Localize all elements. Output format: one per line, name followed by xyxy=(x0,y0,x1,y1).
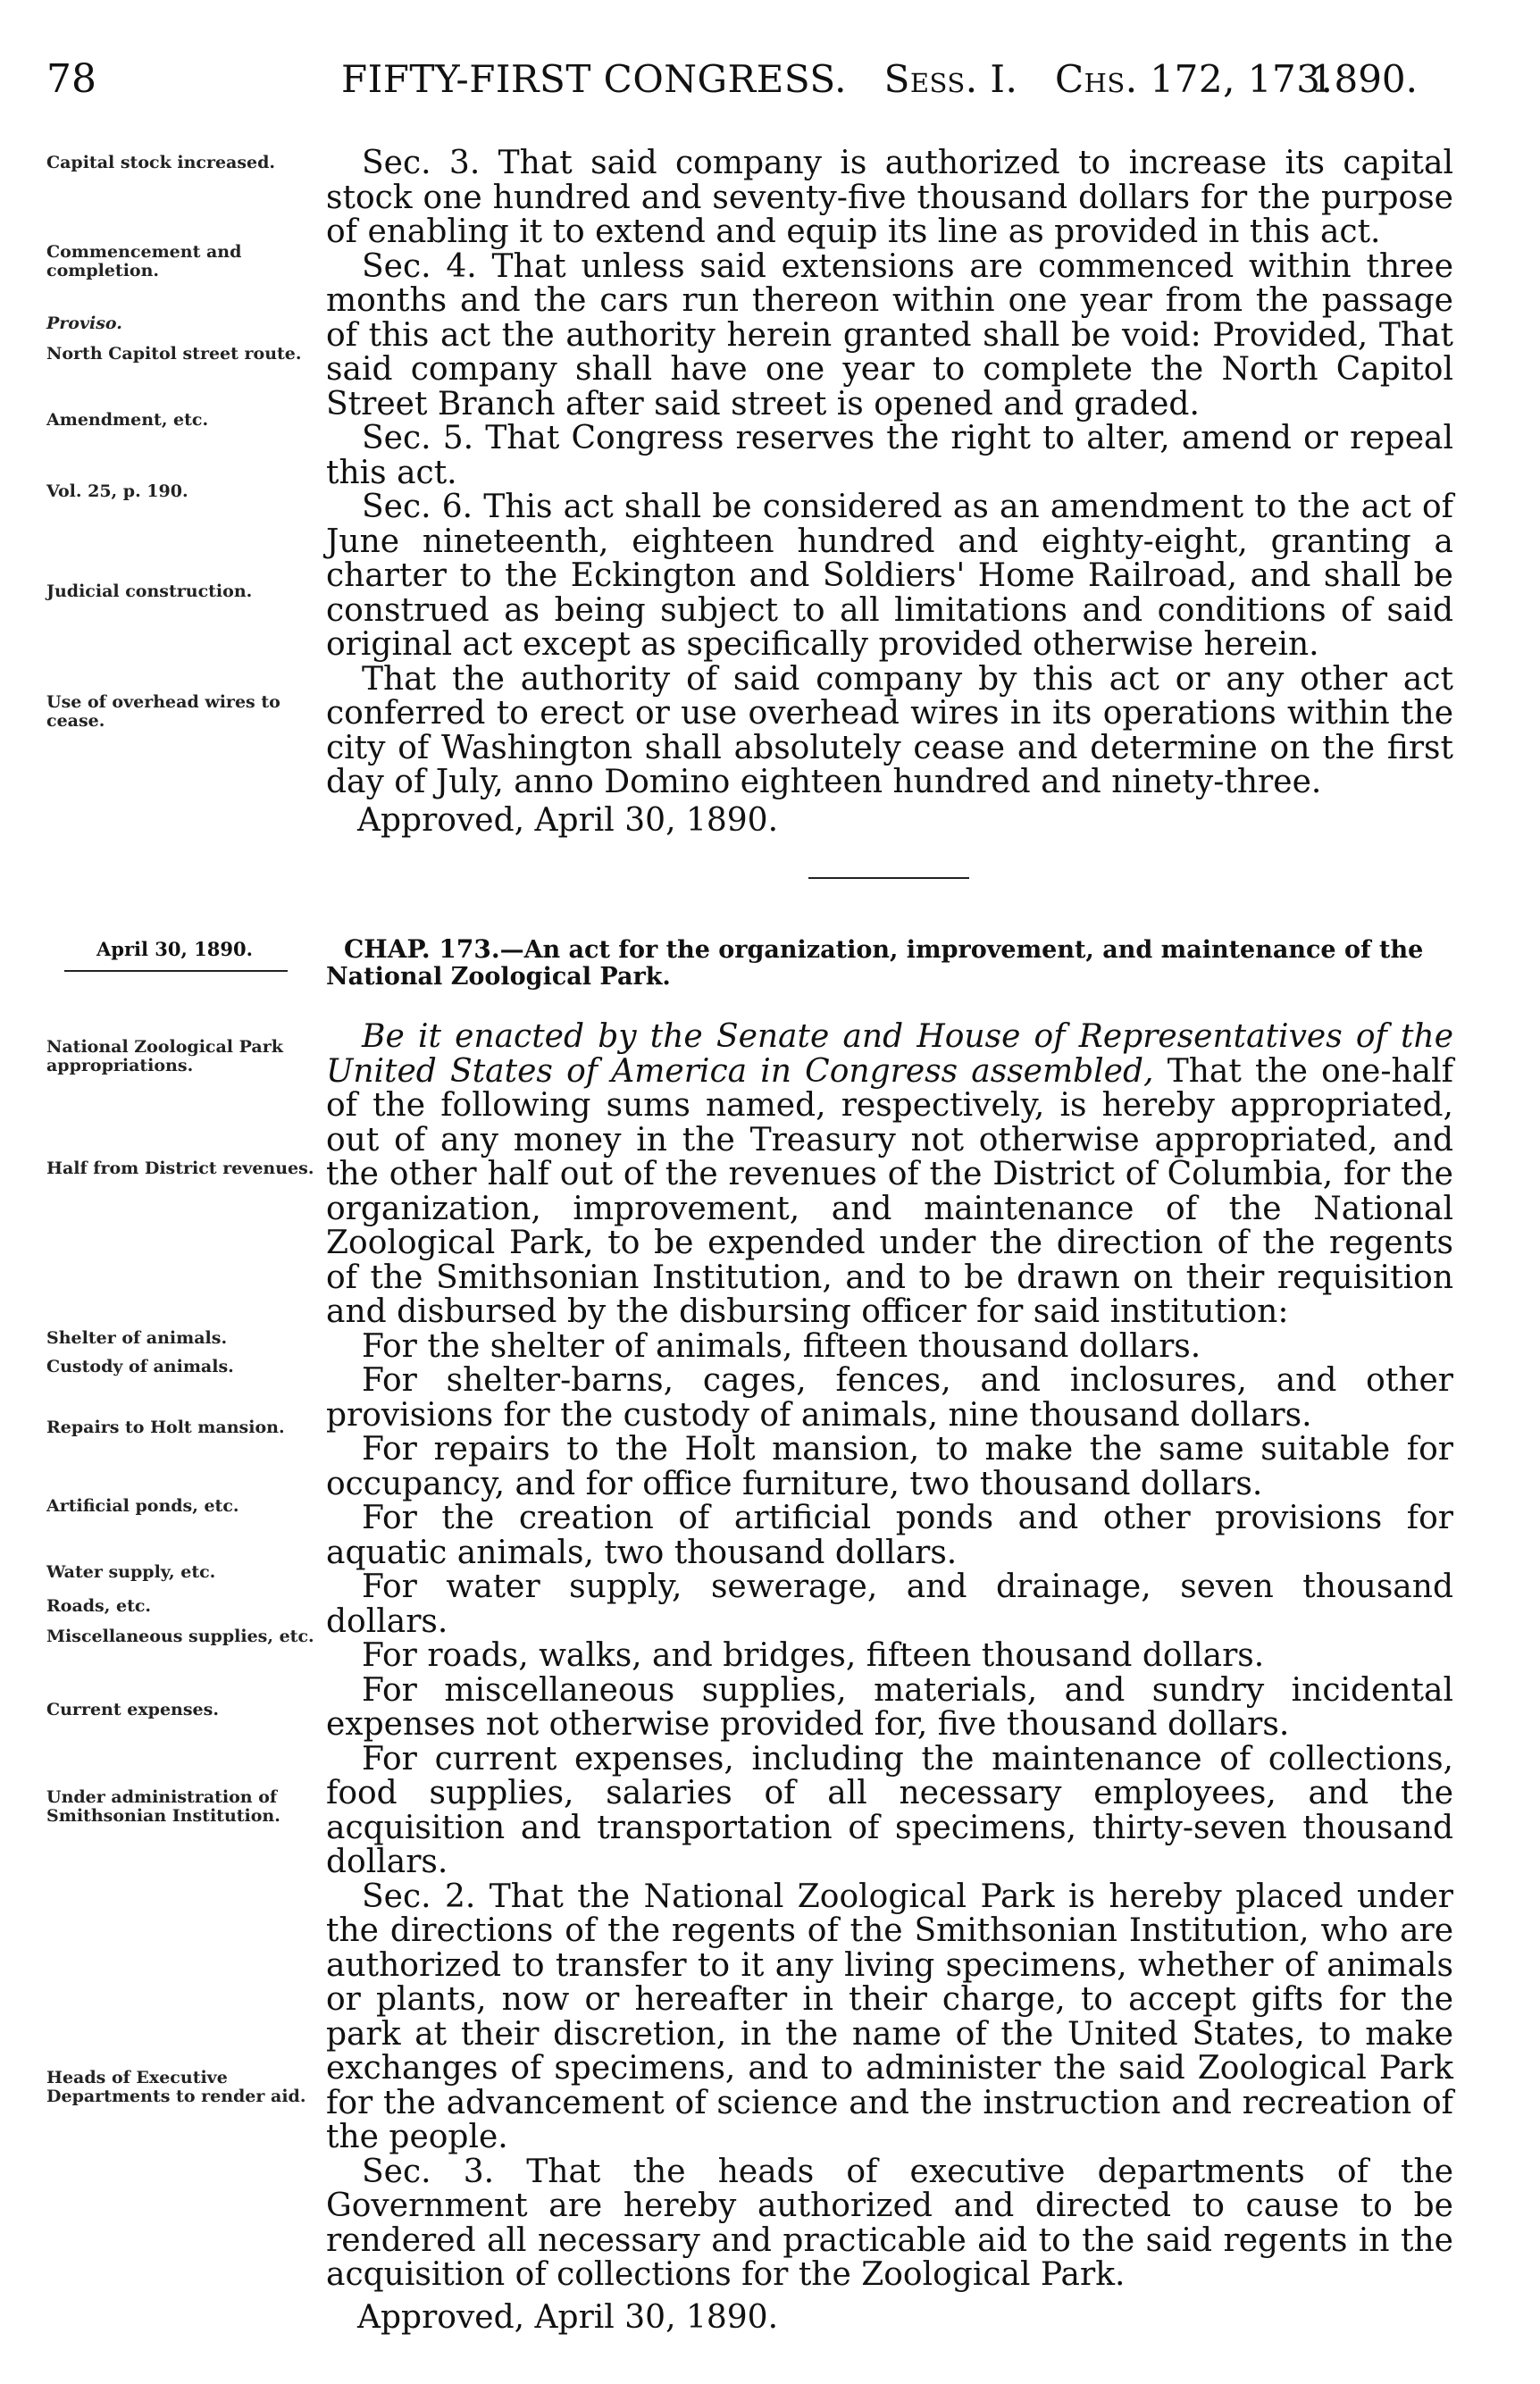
sidenote-commencement: Commencement and completion. xyxy=(46,242,242,280)
running-header xyxy=(46,52,1467,107)
item-misc-supplies: For miscellaneous supplies, materials, and sundry incidental expenses not otherwise provided for, five thousand dollars. xyxy=(326,1671,1453,1743)
sidenote-north-capitol: North Capitol street route. xyxy=(46,344,302,364)
chap172-overhead-wires: That the authority of said company by this act or any other act conferred to erect or use overhead wires in its operations within the city of Washington shall absolutely cease and determine on the first day of July, anno Domino eighteen hundred and ninety-three. xyxy=(326,660,1453,800)
running-title: FIFTY-FIRST CONGRESS. xyxy=(341,57,847,101)
chap173-date: April 30, 1890. xyxy=(96,938,253,960)
item-current-expenses: For current expenses, including the maintenance of collections, food supplies, salaries of all necessary employees, and the acquisition and transportation of specimens, thirty-seven thousand dollars. xyxy=(326,1740,1453,1880)
chapters-label: Chs. 172, 173. xyxy=(1054,57,1334,101)
chap172-body xyxy=(326,146,1453,800)
chapter-divider xyxy=(808,877,969,879)
date-underline xyxy=(64,970,288,972)
sidenote-smithsonian: Under administration of Smithsonian Institution. xyxy=(46,1787,280,1826)
chap173-enacting-paragraph xyxy=(326,1020,1453,1330)
sidenote-amendment: Amendment, etc. xyxy=(46,410,209,430)
item-shelter: For the shelter of animals, fifteen thousand dollars. xyxy=(362,1327,1201,1365)
chap172-sec6: Sec. 6. This act shall be considered as an amendment to the act of June nineteenth, eighteen hundred and eighty-eight, granting a charter to the Eckington and Soldiers' Home Railroad, and shall be construed as being subject to all limitations and conditions of said original act except as specifically provided otherwise herein. xyxy=(326,489,1453,663)
approved-chap173: Approved, April 30, 1890. xyxy=(357,2299,779,2336)
item-artificial-ponds: For the creation of artificial ponds and other provisions for aquatic animals, two thousand dollars. xyxy=(326,1500,1453,1571)
session-label: Sess. I. xyxy=(883,57,1018,101)
chap173-body xyxy=(326,1020,1453,2293)
item-custody: For shelter-barns, cages, fences, and inclosures, and other provisions for the custody of animals, nine thousand dollars. xyxy=(326,1362,1453,1434)
chap173-title xyxy=(326,936,1453,991)
chap172-sec3: Sec. 3. That said company is authorized to increase its capital stock one hundred and seventy-five thousand dollars for the purpose of enabling it to extend and equip its line as provided in this act. xyxy=(326,145,1453,250)
sidenote-judicial: Judicial construction. xyxy=(46,581,253,601)
sidenote-overhead-wires: Use of overhead wires to cease. xyxy=(46,692,280,731)
approved-chap172: Approved, April 30, 1890. xyxy=(357,802,779,839)
header-year: 1890. xyxy=(1310,57,1418,101)
chap173-sec2: Sec. 2. That the National Zoological Park is hereby placed under the directions of the regents of the Smithsonian Institution, who are authorized to transfer to it any living specimens, whether of animals or plants, now or hereafter in their charge, to accept gifts for the park at their discretion, in the name of the United States, to make exchanges of specimens, and to administer the said Zoological Park for the advancement of science and the instruction and recreation of the people. xyxy=(326,1878,1453,2155)
sidenote-zoo-appropriations: National Zoological Park appropriations. xyxy=(46,1037,283,1075)
chap172-sec5: Sec. 5. That Congress reserves the right to alter, amend or repeal this act. xyxy=(326,420,1453,491)
sidenote-capital-stock: Capital stock increased. xyxy=(46,153,276,172)
sidenote-current-expenses: Current expenses. xyxy=(46,1700,219,1719)
running-title-block xyxy=(341,52,1333,107)
sidenote-shelter: Shelter of animals. xyxy=(46,1328,228,1348)
sidenote-custody: Custody of animals. xyxy=(46,1357,234,1376)
chap173-title-text: —An act for the organization, improvement, and maintenance of the National Zoological Park. xyxy=(326,936,1424,991)
sidenote-misc-supplies: Miscellaneous supplies, etc. xyxy=(46,1627,314,1646)
chap173-sec1-text: That the one-half of the following sums named, respectively, is hereby appropriated, out of any money in the Treasury not otherwise appropriated, and the other half out of the revenues of the District of Columbia, for the organization, improvement, and maintenance of the National Zoological Park, to be expended under the direction of the regents of the Smithsonian Institution, and to be drawn on their requisition and disbursed by the disbursing officer for said institution: xyxy=(326,1052,1453,1330)
sidenote-proviso: Proviso. xyxy=(46,314,122,333)
sidenote-half-district: Half from District revenues. xyxy=(46,1159,314,1178)
item-water-supply: For water supply, sewerage, and drainage, seven thousand dollars. xyxy=(326,1568,1453,1640)
item-holt-mansion: For repairs to the Holt mansion, to make the same suitable for occupancy, and for office furniture, two thousand dollars. xyxy=(326,1431,1453,1502)
sidenote-artificial-ponds: Artificial ponds, etc. xyxy=(46,1496,239,1516)
page-number: 78 xyxy=(46,56,96,102)
sidenote-water-supply: Water supply, etc. xyxy=(46,1562,216,1582)
chap173-sec3: Sec. 3. That the heads of executive departments of the Government are hereby authorized and directed to cause to be rendered all necessary and practicable aid to the said regents in the acquisition of collections for the Zoological Park. xyxy=(326,2153,1453,2293)
sidenote-vol-reference: Vol. 25, p. 190. xyxy=(46,481,188,501)
sidenote-holt-mansion: Repairs to Holt mansion. xyxy=(46,1418,285,1437)
sidenote-executive-aid: Heads of Executive Departments to render aid. xyxy=(46,2068,306,2106)
enacting-clause: Be it enacted by the Senate and House of Representatives of the United States of America in Congress assembled, xyxy=(326,1018,1453,1090)
chap173-label: CHAP. 173. xyxy=(344,934,500,964)
item-roads: For roads, walks, and bridges, fifteen thousand dollars. xyxy=(362,1637,1265,1674)
sidenote-roads: Roads, etc. xyxy=(46,1596,152,1616)
chap172-sec4: Sec. 4. That unless said extensions are commenced within three months and the cars run thereon within one year from the passage of this act the authority herein granted shall be void: Provided, That said company shall have one year to complete the North Capitol Street Branch after said street is opened and graded. xyxy=(326,247,1453,422)
